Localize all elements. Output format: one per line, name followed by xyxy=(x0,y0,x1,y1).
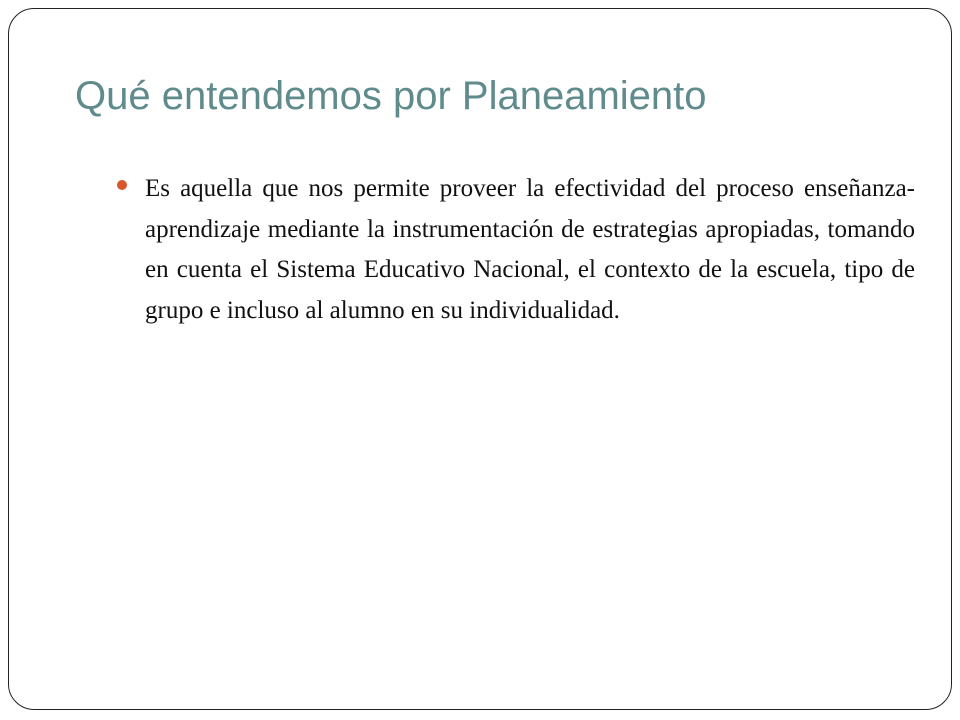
bullet-text: Es aquella que nos permite proveer la efectividad del proceso enseñanza-aprendizaje mediante la instrumentación de estrategias apropiadas, tomando en cuenta el Sistema Educativo Nacional, el contexto de la escuela, tipo de grupo e incluso al alumno en su individualidad. xyxy=(145,175,915,324)
slide-frame xyxy=(8,8,952,710)
slide-title: Qué entendemos por Planeamiento xyxy=(75,74,707,118)
slide-body xyxy=(117,169,915,331)
bullet-icon xyxy=(117,180,127,190)
bullet-item xyxy=(117,169,915,331)
